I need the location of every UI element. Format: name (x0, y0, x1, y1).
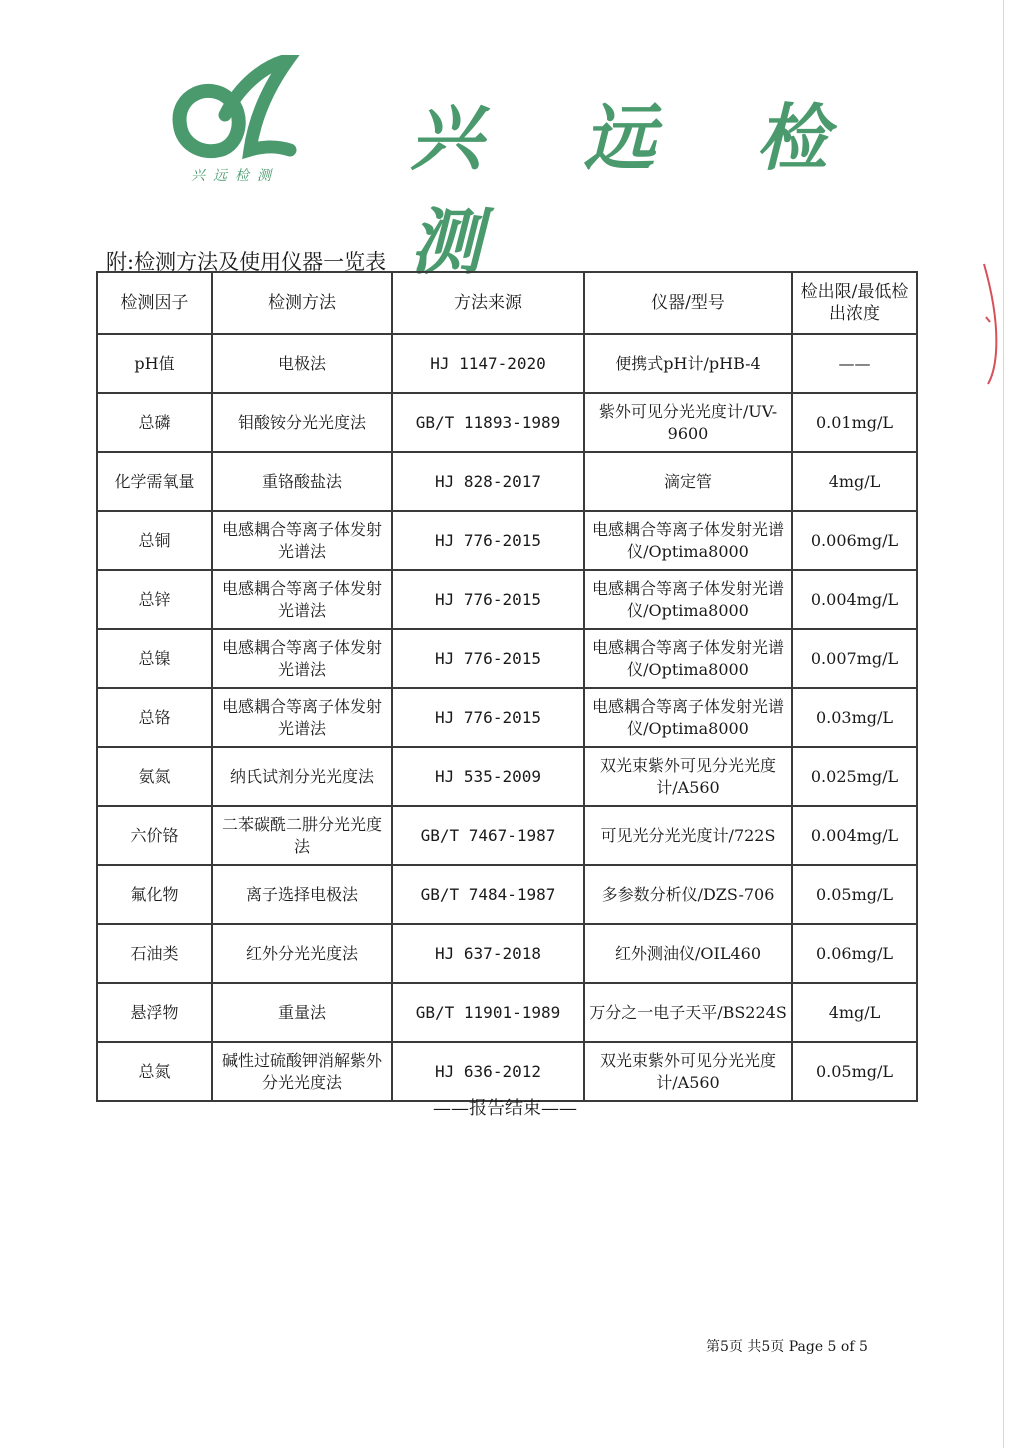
cell-method: 钼酸铵分光光度法 (212, 393, 392, 452)
cell-limit: 0.05mg/L (792, 865, 917, 924)
cell-limit: 0.004mg/L (792, 570, 917, 629)
table-row (97, 924, 917, 983)
cell-method: 电感耦合等离子体发射光谱法 (212, 688, 392, 747)
table-row (97, 452, 917, 511)
cell-factor: 悬浮物 (97, 983, 212, 1042)
table-row (97, 747, 917, 806)
cell-source: HJ 776-2015 (392, 511, 584, 570)
col-header-source: 方法来源 (392, 272, 584, 334)
cell-limit: 0.004mg/L (792, 806, 917, 865)
table-row (97, 629, 917, 688)
cell-factor: 氟化物 (97, 865, 212, 924)
cell-source: HJ 776-2015 (392, 688, 584, 747)
cell-limit: 0.025mg/L (792, 747, 917, 806)
cell-source: GB/T 11893-1989 (392, 393, 584, 452)
cell-factor: 化学需氧量 (97, 452, 212, 511)
cell-limit: —— (792, 334, 917, 393)
cell-instrument: 多参数分析仪/DZS-706 (584, 865, 792, 924)
cell-factor: 六价铬 (97, 806, 212, 865)
cell-source: HJ 776-2015 (392, 570, 584, 629)
cell-source: HJ 535-2009 (392, 747, 584, 806)
cell-factor: 总镍 (97, 629, 212, 688)
cell-method: 重铬酸盐法 (212, 452, 392, 511)
cell-method: 碱性过硫酸钾消解紫外分光光度法 (212, 1042, 392, 1101)
cell-limit: 0.03mg/L (792, 688, 917, 747)
cell-method: 电感耦合等离子体发射光谱法 (212, 570, 392, 629)
table-row (97, 334, 917, 393)
doc-title: 附:检测方法及使用仪器一览表 (106, 250, 387, 274)
method-table (96, 271, 918, 1102)
cell-method: 红外分光光度法 (212, 924, 392, 983)
cell-factor: pH值 (97, 334, 212, 393)
cell-instrument: 紫外可见分光光度计/UV-9600 (584, 393, 792, 452)
table-row (97, 983, 917, 1042)
cell-limit: 0.01mg/L (792, 393, 917, 452)
cell-factor: 总氮 (97, 1042, 212, 1101)
cell-source: HJ 637-2018 (392, 924, 584, 983)
cell-limit: 4mg/L (792, 452, 917, 511)
cell-limit: 0.06mg/L (792, 924, 917, 983)
cell-source: HJ 636-2012 (392, 1042, 584, 1101)
table-row (97, 393, 917, 452)
cell-limit: 4mg/L (792, 983, 917, 1042)
col-header-method: 检测方法 (212, 272, 392, 334)
cell-source: HJ 776-2015 (392, 629, 584, 688)
cell-instrument: 滴定管 (584, 452, 792, 511)
cell-limit: 0.05mg/L (792, 1042, 917, 1101)
cell-limit: 0.006mg/L (792, 511, 917, 570)
cell-instrument: 电感耦合等离子体发射光谱仪/Optima8000 (584, 570, 792, 629)
cell-method: 电感耦合等离子体发射光谱法 (212, 629, 392, 688)
cell-instrument: 电感耦合等离子体发射光谱仪/Optima8000 (584, 688, 792, 747)
cell-instrument: 双光束紫外可见分光光度计/A560 (584, 1042, 792, 1101)
cell-source: HJ 828-2017 (392, 452, 584, 511)
report-end-text: ——报告结束—— (433, 1098, 577, 1119)
cell-instrument: 便携式pH计/pHB-4 (584, 334, 792, 393)
logo-caption: 兴远检测 (191, 168, 279, 184)
stamp-mark-icon (978, 262, 1008, 387)
table-row (97, 865, 917, 924)
cell-instrument: 万分之一电子天平/BS224S (584, 983, 792, 1042)
page-number: 第5页 共5页 Page 5 of 5 (706, 1339, 868, 1355)
cell-factor: 总锌 (97, 570, 212, 629)
cell-method: 重量法 (212, 983, 392, 1042)
cell-instrument: 双光束紫外可见分光光度计/A560 (584, 747, 792, 806)
col-header-limit: 检出限/最低检出浓度 (792, 272, 917, 334)
cell-factor: 总铜 (97, 511, 212, 570)
table-header-row (97, 272, 917, 334)
cell-instrument: 可见光分光光度计/722S (584, 806, 792, 865)
cell-method: 电极法 (212, 334, 392, 393)
cell-method: 二苯碳酰二肼分光光度法 (212, 806, 392, 865)
cell-source: GB/T 7467-1987 (392, 806, 584, 865)
cell-factor: 总磷 (97, 393, 212, 452)
cell-instrument: 电感耦合等离子体发射光谱仪/Optima8000 (584, 511, 792, 570)
table-row (97, 1042, 917, 1101)
cell-method: 电感耦合等离子体发射光谱法 (212, 511, 392, 570)
cell-limit: 0.007mg/L (792, 629, 917, 688)
brand-title: 兴 远 检 测 (410, 95, 867, 284)
table-row (97, 688, 917, 747)
cell-method: 纳氏试剂分光光度法 (212, 747, 392, 806)
col-header-factor: 检测因子 (97, 272, 212, 334)
cell-factor: 氨氮 (97, 747, 212, 806)
cell-method: 离子选择电极法 (212, 865, 392, 924)
cell-source: GB/T 11901-1989 (392, 983, 584, 1042)
table-row (97, 511, 917, 570)
col-header-instrument: 仪器/型号 (584, 272, 792, 334)
cell-instrument: 电感耦合等离子体发射光谱仪/Optima8000 (584, 629, 792, 688)
cell-source: GB/T 7484-1987 (392, 865, 584, 924)
cell-factor: 石油类 (97, 924, 212, 983)
table-row (97, 570, 917, 629)
cell-source: HJ 1147-2020 (392, 334, 584, 393)
cell-instrument: 红外测油仪/OIL460 (584, 924, 792, 983)
cell-factor: 总铬 (97, 688, 212, 747)
table-row (97, 806, 917, 865)
